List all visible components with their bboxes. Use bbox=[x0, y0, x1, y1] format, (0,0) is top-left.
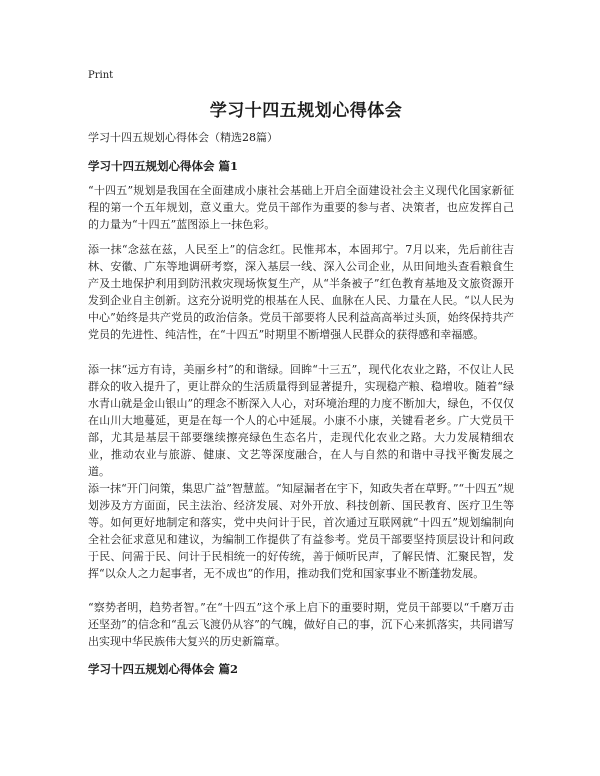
print-link[interactable]: Print bbox=[88, 70, 114, 81]
section-heading-2: 学习十四五规划心得体会 篇2 bbox=[88, 662, 239, 676]
page-title: 学习十四五规划心得体会 bbox=[209, 101, 403, 121]
document-page bbox=[88, 0, 524, 776]
section-heading-1: 学习十四五规划心得体会 篇1 bbox=[88, 159, 239, 173]
document-subtitle: 学习十四五规划心得体会（精选28篇） bbox=[88, 131, 278, 144]
paragraph-3: 添一抹“远方有诗，美丽乡村”的和谐绿。回眸“十三五”，现代化农业之路，不仅让人民群众的收入提升了，更让群众的生活质量得到显著提升，实现稳产粮、稳增收。随着“绿水青山就是金山银山”的理念不断深入人心，对环境治理的力度不断加大，绿色，不仅仅在山川大地蔓延，更是在每一个人的心中延展。小康不小康，关键看老乡。广大党员干部，尤其是基层干部要继续擦亮绿色生态名片，走现代化农业之路。大力发展精细农业，推动农业与旅游、健康、文艺等深度融合，在人与自然的和谐中寻找平衡发展之道。 bbox=[88, 363, 514, 478]
paragraph-5: “察势者明，趋势者智。”在“十四五”这个承上启下的重要时期，党员干部要以“千磨万击还坚劲”的信念和“乱云飞渡仍从容”的气魄，做好自己的事，沉下心来抓落实，共同谱写出实现中华民族伟大复兴的历史新篇章。 bbox=[88, 601, 514, 648]
paragraph-1: “十四五”规划是我国在全面建成小康社会基础上开启全面建设社会主义现代化国家新征程的第一个五年规划，意义重大。党员干部作为重要的参与者、决策者，也应发挥自己的力量为“十四五”蓝图添上一抹色彩。 bbox=[88, 184, 514, 231]
paragraph-4: 添一抹“开门问策，集思广益”智慧蓝。“知屋漏者在宇下，知政失者在草野。”“十四五”规划涉及方方面面，民主法治、经济发展、对外开放、科技创新、国民教育、医疗卫生等等。如何更好地制定和落实，党中央问计于民，首次通过互联网就“十四五”规划编制向全社会征求意见和建议，为编制工作提供了有益参考。党员干部要坚持顶层设计和问政于民、问需于民、问计于民相统一的好传统，善于倾听民声，了解民情、汇聚民智，发挥“以众人之力起事者，无不成也”的作用，推动我们党和国家事业不断蓬勃发展。 bbox=[88, 482, 514, 580]
paragraph-2: 添一抹“念兹在兹，人民至上”的信念红。民惟邦本，本固邦宁。7月以来，先后前往吉林、安徽、广东等地调研考察，深入基层一线、深入公司企业，从田间地头查看粮食生产及土地保护利用到防汛救灾现场恢复生产，从“半条被子”红色教育基地及文旅资源开发到企业自主创新。这充分说明党的根基在人民、血脉在人民、力量在人民。“以人民为中心”始终是共产党员的政治信条。党员干部要将人民利益高高举过头顶，始终保持共产党员的先进性、纯洁性，在“十四五”时期里不断增强人民群众的获得感和幸福感。 bbox=[88, 243, 514, 341]
